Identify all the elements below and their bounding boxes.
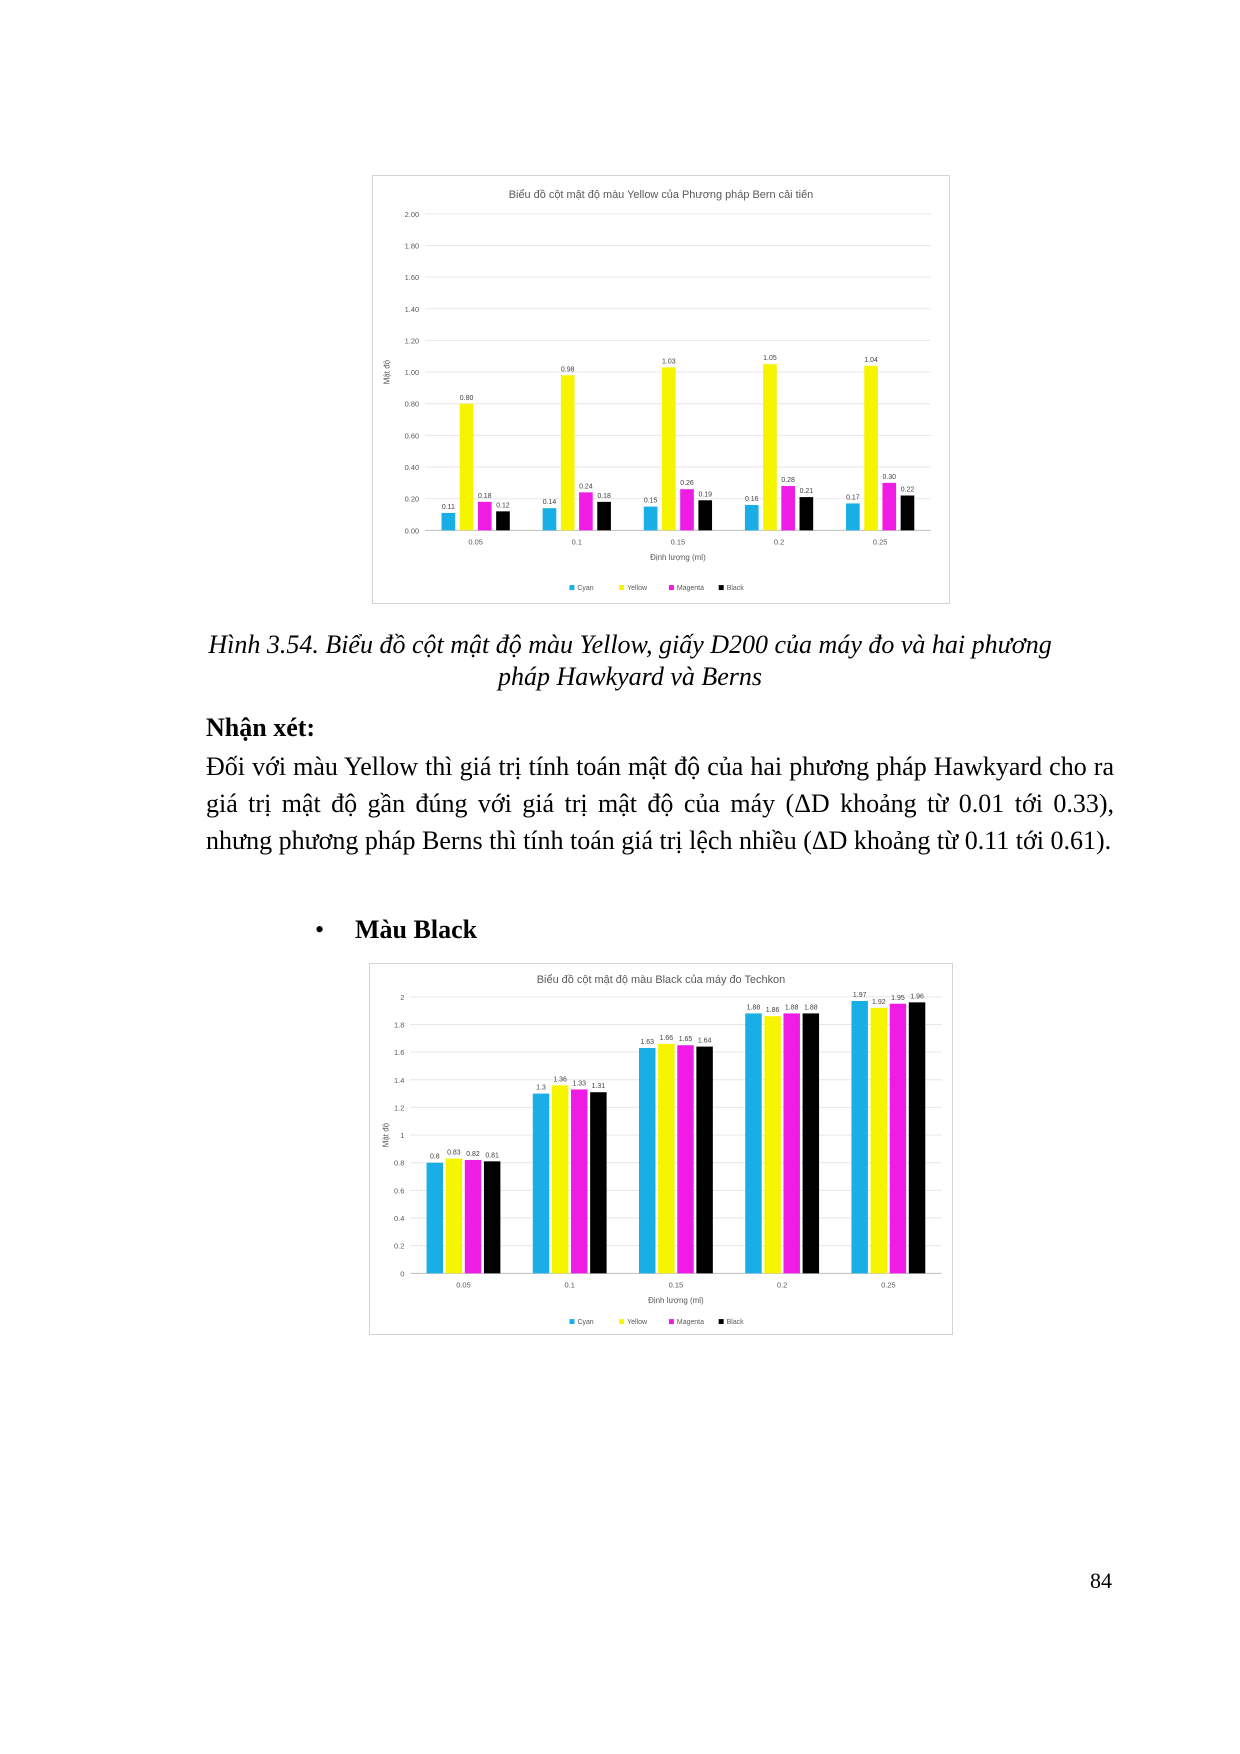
y-tick-label: 1.60 [404,273,420,283]
legend-label-cyan: Cyan [577,585,594,593]
y-tick-label: 1.6 [394,1048,405,1058]
y-tick-label: 1.8 [394,1020,405,1030]
y-tick-label: 1.2 [394,1103,405,1113]
bar-magenta-0-15 [677,1045,693,1273]
y-tick-label: 1.20 [404,336,420,346]
x-tick-label: 0.05 [468,537,483,547]
data-label: 0.30 [882,473,897,481]
bar-cyan-0-2 [745,1013,761,1273]
bar-black-0-25 [901,496,915,531]
y-tick-label: 0.20 [404,494,420,504]
bar-yellow-0-1 [552,1085,568,1273]
bar-magenta-0-2 [781,486,795,530]
data-label: 0.19 [698,491,712,499]
y-tick-label: 0.4 [394,1214,405,1224]
legend-swatch-cyan [569,585,574,590]
legend-label-cyan: Cyan [577,1319,594,1327]
data-label: 0.16 [744,496,759,504]
data-label: 1.63 [640,1038,655,1046]
bar-black-0-05 [484,1161,500,1273]
x-tick-label: 0.2 [776,1280,788,1290]
y-tick-label: 1 [400,1131,405,1141]
remarks-heading: Nhận xét: [206,713,316,742]
y-tick-label: 0.40 [404,463,420,473]
data-label: 1.31 [591,1083,606,1091]
data-label: 0.18 [477,492,492,500]
chart-title: Biểu đồ cột mật độ màu Yellow của Phương pháp Bern cải tiến [508,188,814,201]
bar-black-0-15 [696,1047,712,1274]
x-axis-label: Định lượng (ml) [650,553,706,563]
data-label: 1.88 [804,1004,818,1012]
legend-label-magenta: Magenta [676,585,704,593]
legend-swatch-yellow [619,585,624,590]
bar-yellow-0-05 [446,1159,462,1274]
bar-yellow-0-15 [662,367,676,530]
y-tick-label: 1.00 [404,368,420,378]
data-label: 1.97 [852,991,867,999]
x-tick-label: 0.1 [571,537,582,547]
bar-yellow-0-05 [460,404,474,531]
x-tick-label: 0.05 [456,1280,471,1290]
yellow-density-chart-svg [373,176,949,603]
data-label: 0.21 [799,488,814,496]
x-tick-label: 0.15 [670,537,686,547]
data-label: 0.15 [643,497,658,505]
data-label: 0.26 [680,480,694,488]
legend-label-magenta: Magenta [676,1319,704,1327]
bar-magenta-0-05 [465,1160,481,1273]
legend-label-yellow: Yellow [627,1319,648,1327]
x-axis-label: Định lượng (ml) [648,1296,704,1306]
bar-black-0-2 [803,1013,819,1273]
x-tick-label: 0.25 [872,537,888,547]
y-tick-label: 2 [400,992,405,1002]
y-tick-label: 2.00 [404,209,420,219]
data-label: 0.17 [846,494,860,502]
bar-black-0-25 [909,1002,925,1273]
bar-magenta-0-05 [478,502,492,530]
legend-swatch-magenta [669,1319,674,1324]
bar-black-0-15 [698,500,712,530]
data-label: 1.36 [553,1076,567,1084]
data-label: 0.81 [485,1152,499,1160]
y-tick-label: 0.6 [394,1186,405,1196]
chart-title: Biểu đồ cột mật độ màu Black của máy đo Techkon [536,973,786,986]
data-label: 1.04 [864,356,878,364]
bar-cyan-0-15 [644,507,658,531]
black-density-chart-svg [370,964,952,1334]
data-label: 1.33 [572,1080,587,1088]
legend-label-black: Black [726,1319,744,1327]
y-tick-label: 1.40 [404,304,420,314]
bar-black-0-05 [496,511,510,530]
page-number: 84 [1090,1568,1112,1593]
bar-cyan-0-1 [533,1094,549,1274]
data-label: 1.95 [891,994,905,1002]
data-label: 1.88 [784,1004,799,1012]
bar-cyan-0-25 [846,503,860,530]
bar-black-0-1 [597,502,611,530]
y-tick-label: 0.60 [404,431,420,441]
legend-swatch-black [719,1319,724,1324]
y-tick-label: 0.80 [404,399,420,409]
data-label: 0.22 [900,486,915,494]
y-axis-label: Mật độ [382,359,392,385]
y-tick-label: 0.2 [394,1241,405,1251]
legend-swatch-magenta [669,585,674,590]
x-tick-label: 0.25 [881,1280,896,1290]
bar-cyan-0-05 [442,513,456,530]
bar-yellow-0-15 [658,1044,674,1273]
y-tick-label: 0.00 [404,526,420,536]
data-label: 1.66 [659,1034,674,1042]
y-tick-label: 1.4 [394,1075,405,1085]
legend-swatch-black [719,585,724,590]
data-label: 1.03 [662,358,676,366]
figure-caption: Hình 3.54. Biểu đồ cột mật độ màu Yellow, giấy D200 của máy đo và hai phương pháp Hawkyard và Berns [208,630,1052,691]
bar-cyan-0-15 [639,1048,655,1273]
section-bullet [315,915,477,945]
data-label: 0.8 [429,1153,440,1161]
legend-label-black: Black [726,585,744,593]
data-label: 1.05 [763,355,777,363]
data-label: 1.96 [910,993,924,1001]
x-tick-label: 0.15 [668,1280,684,1290]
data-label: 0.24 [579,483,593,491]
data-label: 1.86 [765,1007,780,1015]
legend-swatch-yellow [619,1319,624,1324]
data-label: 1.65 [678,1036,693,1044]
bar-cyan-0-05 [427,1163,443,1274]
bar-cyan-0-25 [851,1001,867,1273]
y-tick-label: 0 [400,1269,405,1279]
bar-magenta-0-2 [783,1013,799,1273]
data-label: 1.92 [872,998,886,1006]
bar-yellow-0-2 [764,1016,780,1273]
bar-magenta-0-15 [680,489,694,530]
x-tick-label: 0.1 [564,1280,575,1290]
legend-swatch-cyan [569,1319,574,1324]
data-label: 0.14 [542,499,557,507]
y-axis-label: Mật độ [381,1122,391,1148]
bar-magenta-0-25 [882,483,896,530]
y-tick-label: 0.8 [394,1158,405,1168]
bar-black-0-2 [800,497,814,530]
data-label: 1.64 [697,1037,712,1045]
data-label: 0.18 [597,492,611,500]
bar-magenta-0-1 [579,492,593,530]
remarks-paragraph: Đối với màu Yellow thì giá trị tính toán mật độ của hai phương pháp Hawkyard cho ra giá trị mật độ gần đúng với giá trị mật độ của máy (ΔD khoảng từ 0.01 tới 0.33), nhưng phương pháp Berns thì tính toán giá trị lệch nhiều (ΔD khoảng từ 0.11 tới 0.61). [206,752,1114,855]
bar-black-0-1 [590,1092,606,1273]
section-title: Màu Black [355,915,478,944]
bullet-symbol: • [315,915,325,944]
yellow-density-chart [372,175,950,604]
data-label: 0.82 [466,1150,480,1158]
data-label: 0.11 [441,503,455,511]
bar-yellow-0-25 [864,366,878,531]
data-label: 1.3 [536,1084,546,1092]
bar-cyan-0-2 [745,505,759,530]
data-label: 0.83 [447,1149,461,1157]
bar-cyan-0-1 [543,508,557,530]
data-label: 0.28 [781,477,795,485]
data-label: 0.80 [459,394,474,402]
data-label: 1.88 [746,1004,761,1012]
bar-yellow-0-1 [561,375,575,530]
bar-yellow-0-25 [871,1008,887,1273]
x-tick-label: 0.2 [773,537,785,547]
data-label: 0.12 [496,502,510,510]
y-tick-label: 1.80 [404,241,420,251]
bar-magenta-0-25 [890,1004,906,1274]
black-density-chart [369,963,953,1335]
bar-magenta-0-1 [571,1089,587,1273]
data-label: 0.98 [560,366,575,374]
bar-yellow-0-2 [763,364,777,530]
legend-label-yellow: Yellow [627,585,648,593]
